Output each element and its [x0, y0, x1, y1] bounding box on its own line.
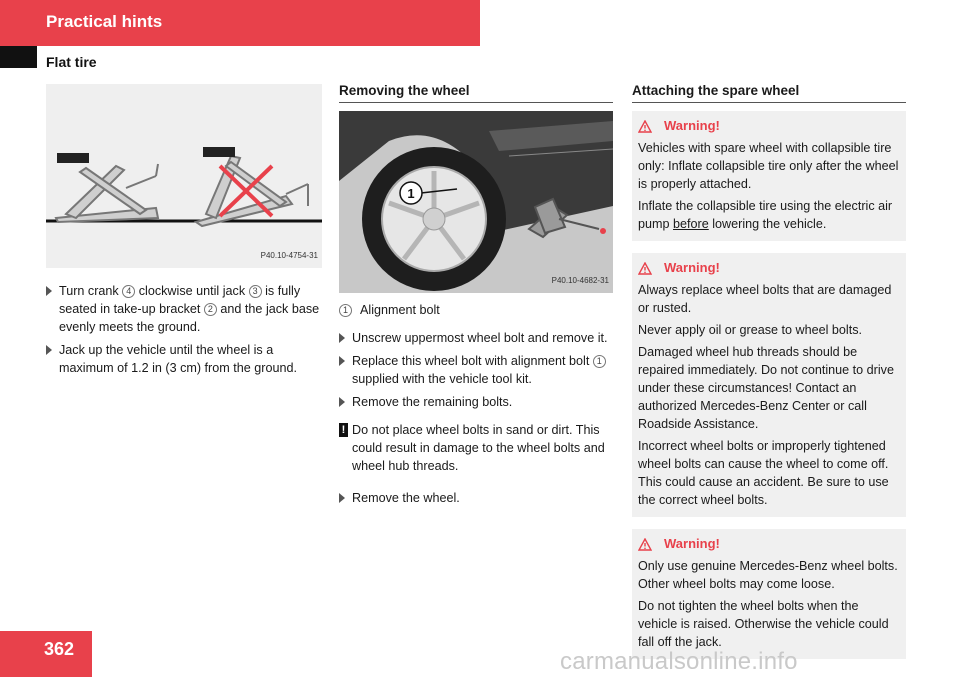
instruction-step: Remove the remaining bolts. — [339, 393, 613, 411]
column-attaching-spare — [632, 82, 906, 671]
instruction-step: Jack up the vehicle until the wheel is a maximum of 1.2 in (3 cm) from the ground. — [46, 341, 322, 377]
caution-note: ! Do not place wheel bolts in sand or dirt. This could result in damage to the wheel bolts and wheel hub threads. — [339, 421, 613, 475]
figure-caption: 1 Alignment bolt — [339, 301, 613, 319]
warning-triangle-icon — [638, 538, 652, 551]
callout-number: 3 — [249, 285, 262, 298]
column-heading: Attaching the spare wheel — [632, 82, 906, 103]
header-bar — [0, 0, 480, 46]
warning-title: Warning! — [638, 535, 900, 553]
warning-title: Warning! — [638, 259, 900, 277]
warning-triangle-icon — [638, 120, 652, 133]
instruction-step: Remove the wheel. — [339, 489, 613, 507]
callout-number: 2 — [204, 303, 217, 316]
column-heading: Removing the wheel — [339, 82, 613, 103]
page-number-box — [0, 631, 92, 677]
figure-code: P40.10-4754-31 — [260, 251, 318, 260]
figure-callout-1: 1 — [407, 186, 415, 201]
arrow-bullet-icon — [339, 493, 345, 503]
arrow-bullet-icon — [339, 333, 345, 343]
instruction-step: Unscrew uppermost wheel bolt and remove it. — [339, 329, 613, 347]
column-jack-instructions — [46, 82, 322, 382]
instruction-step: Replace this wheel bolt with alignment bolt 1 supplied with the vehicle tool kit. — [339, 352, 613, 388]
jack-positioning-figure — [46, 84, 322, 268]
jack-illustration — [46, 84, 322, 268]
arrow-bullet-icon — [339, 397, 345, 407]
arrow-bullet-icon — [46, 345, 52, 355]
wheel-removal-figure — [339, 111, 613, 293]
instruction-step: Turn crank 4 clockwise until jack 3 is fully seated in take-up bracket 2 and the jack base evenly meets the ground. — [46, 282, 322, 336]
warning-box: Warning! Always replace wheel bolts that are damaged or rusted. Never apply oil or grease to wheel bolts. Damaged wheel hub threads should be repaired immediately. Do not continue to drive under these circumstances! Contact an authorized Mercedes-Benz Center or call Roadside Assistance. Incorrect wheel bolts or improperly tightened wheel bolts can cause the wheel to come off. This could cause an accident. Be sure to use the correct wheel bolts. — [632, 253, 906, 517]
exclamation-icon: ! — [339, 423, 348, 437]
warning-triangle-icon — [638, 262, 652, 275]
warning-box: Warning! Only use genuine Mercedes-Benz wheel bolts. Other wheel bolts may come loose. Do not tighten the wheel bolts when the vehicle is raised. Otherwise the vehicle could fall off the jack. — [632, 529, 906, 659]
wheel-illustration — [339, 111, 613, 293]
side-tab-marker — [0, 46, 37, 68]
page-number: 362 — [44, 639, 75, 659]
callout-number: 1 — [593, 355, 606, 368]
section-title: Flat tire — [46, 54, 97, 70]
warning-title: Warning! — [638, 117, 900, 135]
callout-number: 4 — [122, 285, 135, 298]
arrow-bullet-icon — [46, 286, 52, 296]
column-removing-wheel — [339, 82, 613, 512]
watermark: carmanualsonline.info — [560, 648, 798, 675]
callout-number: 1 — [339, 304, 352, 317]
arrow-bullet-icon — [339, 356, 345, 366]
warning-box: Warning! Vehicles with spare wheel with collapsible tire only: Inflate collapsible tire only after the wheel is properly attached. Inflate the collapsible tire using the electric air pump before lowering the vehicle. — [632, 111, 906, 241]
chapter-title: Practical hints — [46, 12, 163, 31]
figure-code: P40.10-4682-31 — [551, 276, 609, 285]
